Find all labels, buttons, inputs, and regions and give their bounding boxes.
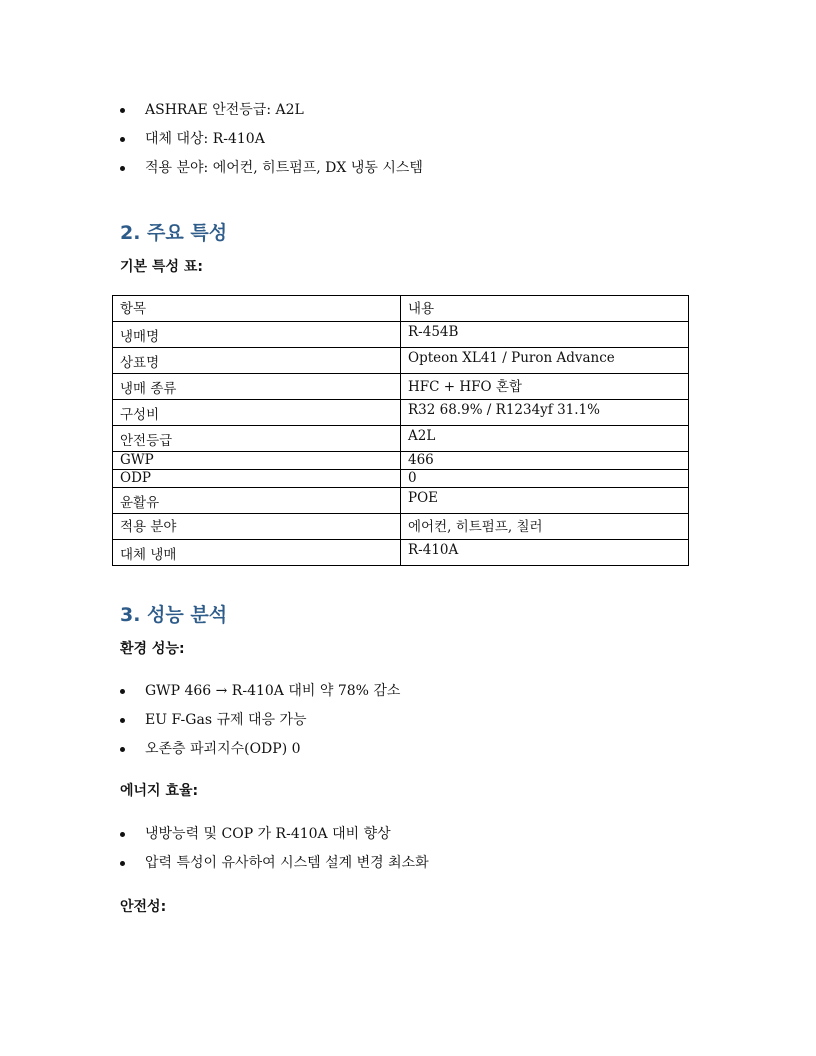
bullet-icon — [120, 137, 125, 142]
list-item: 적용 분야: 에어컨, 히트펌프, DX 냉동 시스템 — [120, 159, 423, 177]
bullet-icon — [120, 108, 125, 113]
table-cell-item: 윤활유 — [113, 488, 401, 514]
table-header-cell: 항목 — [113, 296, 401, 322]
table-cell-value: R-454B — [401, 322, 689, 348]
table-cell-item: 적용 분야 — [113, 514, 401, 540]
safety-heading: 안전성: — [120, 899, 167, 915]
properties-table — [112, 295, 689, 566]
table-caption: 기본 특성 표: — [120, 259, 203, 275]
table-header-cell: 내용 — [401, 296, 689, 322]
energy-bullet-list — [120, 825, 429, 872]
bullet-icon — [120, 832, 125, 837]
table-cell-item: 냉매명 — [113, 322, 401, 348]
table-cell-item: GWP — [113, 452, 401, 470]
table-row — [113, 374, 689, 400]
table-row — [113, 400, 689, 426]
table-cell-item: 대체 냉매 — [113, 540, 401, 566]
bullet-icon — [120, 689, 125, 694]
table-cell-value: A2L — [401, 426, 689, 452]
bullet-icon — [120, 861, 125, 866]
table-cell-item: 냉매 종류 — [113, 374, 401, 400]
table-header-row — [113, 296, 689, 322]
table-cell-value: 466 — [401, 452, 689, 470]
table-row — [113, 426, 689, 452]
bullet-icon — [120, 747, 125, 752]
section-3-title: 3. 성능 분석 — [120, 604, 228, 626]
list-item: 냉방능력 및 COP 가 R-410A 대비 향상 — [120, 825, 429, 843]
list-item: 대체 대상: R-410A — [120, 130, 423, 148]
intro-bullet-list — [120, 101, 423, 177]
table-cell-value: HFC + HFO 혼합 — [401, 374, 689, 400]
table-cell-item: 안전등급 — [113, 426, 401, 452]
table-cell-value: R-410A — [401, 540, 689, 566]
table-cell-item: 구성비 — [113, 400, 401, 426]
list-item: 오존층 파괴지수(ODP) 0 — [120, 740, 400, 758]
environment-bullet-list — [120, 682, 400, 758]
table-cell-value: R32 68.9% / R1234yf 31.1% — [401, 400, 689, 426]
table-row — [113, 540, 689, 566]
table-row — [113, 488, 689, 514]
table-row — [113, 452, 689, 470]
environment-heading: 환경 성능: — [120, 641, 185, 657]
bullet-icon — [120, 718, 125, 723]
energy-heading: 에너지 효율: — [120, 783, 199, 799]
table-row — [113, 348, 689, 374]
table-cell-item: ODP — [113, 470, 401, 488]
table-cell-value: 0 — [401, 470, 689, 488]
table-cell-value: POE — [401, 488, 689, 514]
table-row — [113, 322, 689, 348]
list-item: GWP 466 → R-410A 대비 약 78% 감소 — [120, 682, 400, 700]
list-item: ASHRAE 안전등급: A2L — [120, 101, 423, 119]
list-item: 압력 특성이 유사하여 시스템 설계 변경 최소화 — [120, 854, 429, 872]
table-row — [113, 514, 689, 540]
list-item: EU F-Gas 규제 대응 가능 — [120, 711, 400, 729]
table-row — [113, 470, 689, 488]
bullet-icon — [120, 166, 125, 171]
table-cell-item: 상표명 — [113, 348, 401, 374]
section-2-title: 2. 주요 특성 — [120, 222, 228, 244]
table-cell-value: 에어컨, 히트펌프, 칠러 — [401, 514, 689, 540]
table-cell-value: Opteon XL41 / Puron Advance — [401, 348, 689, 374]
